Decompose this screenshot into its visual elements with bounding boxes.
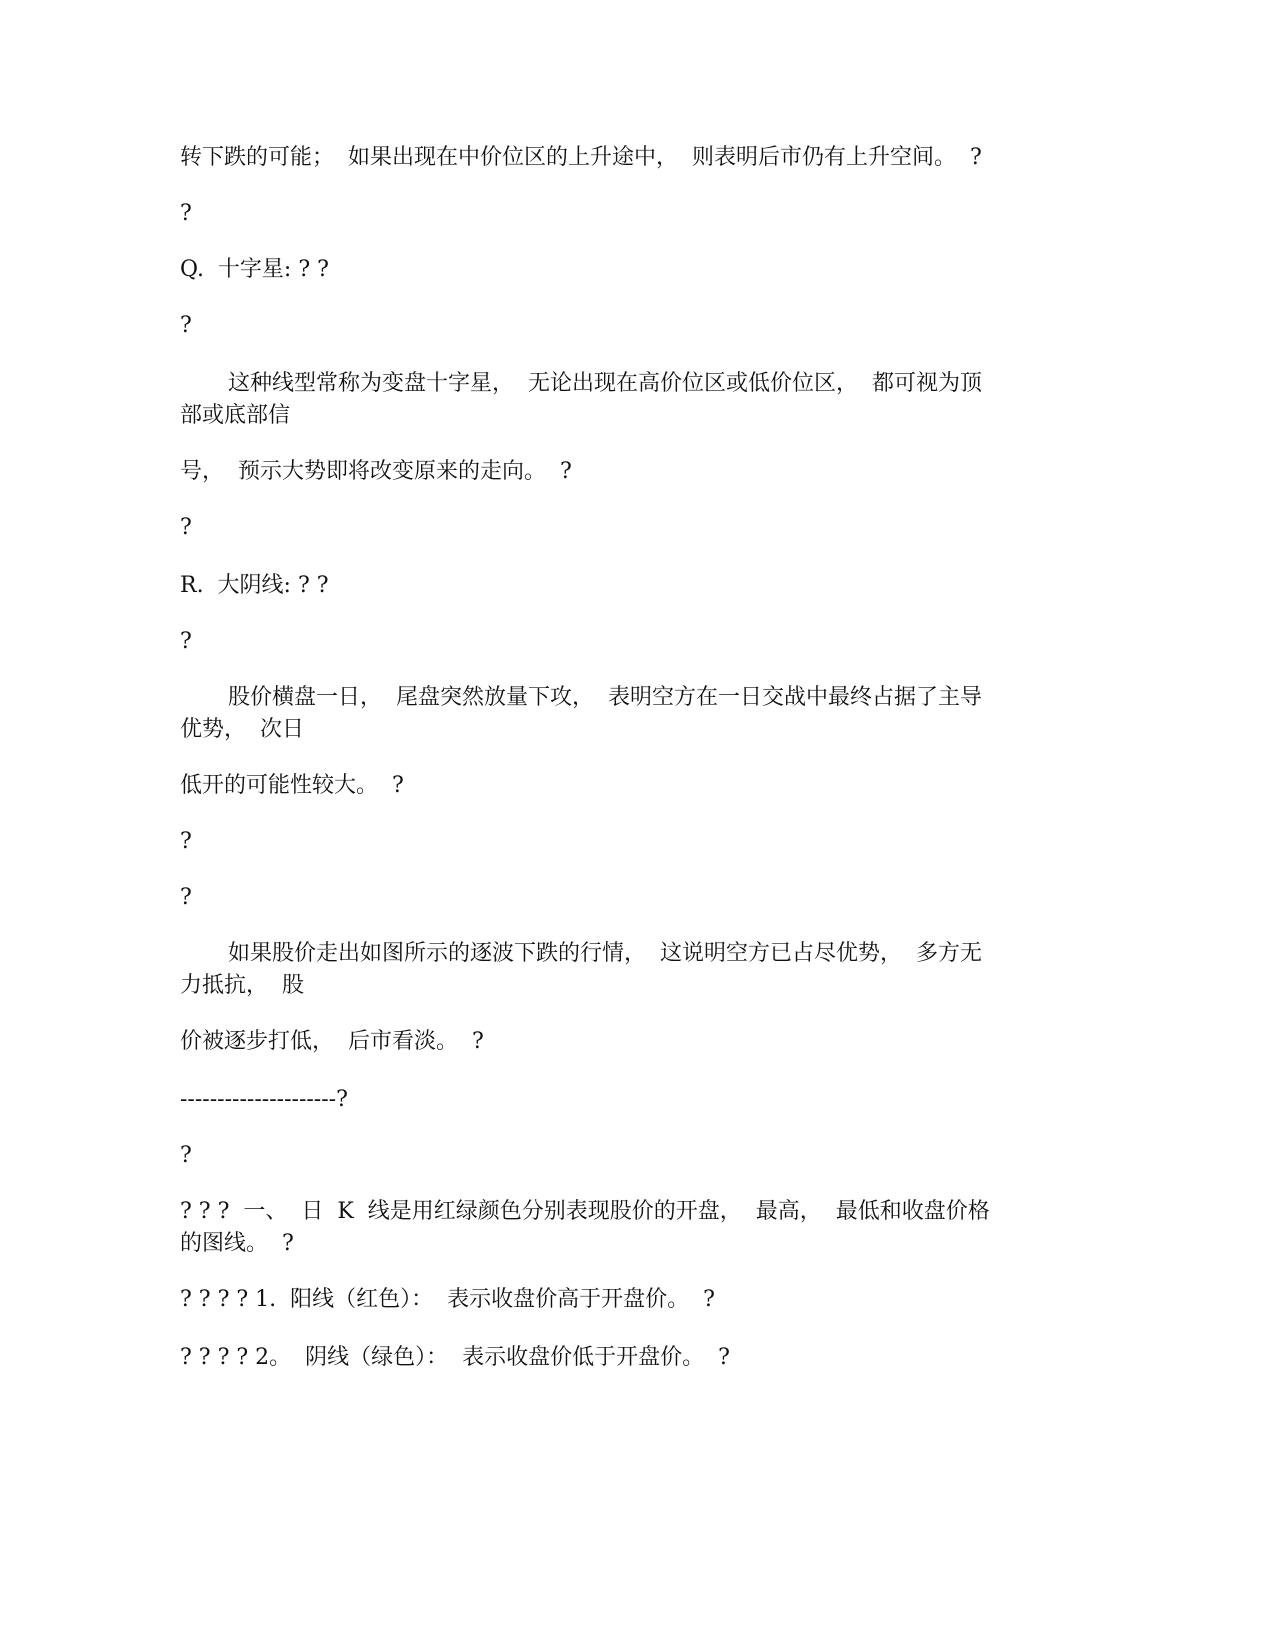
text-line: ? <box>180 629 192 654</box>
text-line: ? <box>180 885 192 910</box>
paragraph-line: 的图线。 ? <box>180 1231 294 1256</box>
list-item: ? ? ? ? 1. 阳线（红色）： 表示收盘价高于开盘价。 ? <box>180 1287 715 1312</box>
paragraph-line: 如果股价走出如图所示的逐波下跌的行情， 这说明空方已占尽优势， 多方无 <box>228 941 982 966</box>
paragraph-line: ? ? ? 一、 日 K 线是用红绿颜色分别表现股价的开盘， 最高， 最低和收盘价格 <box>180 1199 990 1224</box>
section-heading-q: Q. 十字星: ? ? <box>180 257 329 282</box>
paragraph-line: 价被逐步打低， 后市看淡。 ? <box>180 1029 484 1054</box>
text-line: 转下跌的可能； 如果出现在中价位区的上升途中， 则表明后市仍有上升空间。 ? <box>180 145 982 170</box>
text-line: ? <box>180 515 192 540</box>
text-line: ? <box>180 313 192 338</box>
paragraph-line: 股价横盘一日， 尾盘突然放量下攻， 表明空方在一日交战中最终占据了主导 <box>228 685 982 710</box>
text-line: ? <box>180 201 192 226</box>
paragraph-line: 这种线型常称为变盘十字星， 无论出现在高价位区或低价位区， 都可视为顶 <box>228 371 982 396</box>
text-line: ? <box>180 1143 192 1168</box>
paragraph-line: 号， 预示大势即将改变原来的走向。 ? <box>180 459 572 484</box>
paragraph-line: 力抵抗， 股 <box>180 973 304 998</box>
list-item: ? ? ? ? 2。 阴线（绿色）： 表示收盘价低于开盘价。 ? <box>180 1345 730 1370</box>
section-heading-r: R. 大阴线: ? ? <box>180 573 329 598</box>
text-line: ? <box>180 829 192 854</box>
paragraph-line: 低开的可能性较大。 ? <box>180 773 404 798</box>
separator-line: ---------------------? <box>180 1087 348 1112</box>
paragraph-line: 优势， 次日 <box>180 717 304 742</box>
paragraph-line: 部或底部信 <box>180 403 291 428</box>
